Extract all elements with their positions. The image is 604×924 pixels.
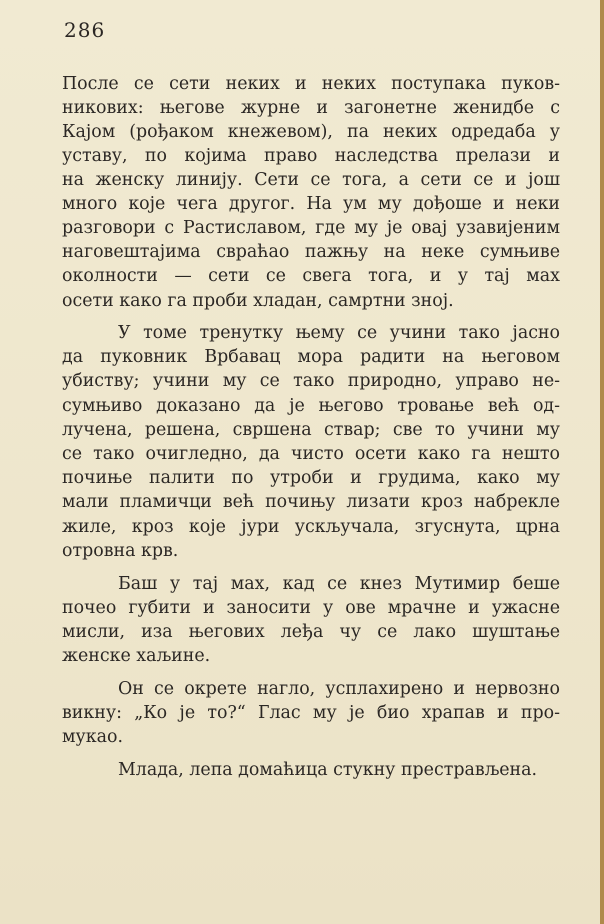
paragraph-1-line-5: на женску линију. Сети се тога, а сети се и још bbox=[62, 170, 560, 190]
paragraph-1-line-7: разговори с Растиславом, где му је овај узавијеним bbox=[62, 218, 560, 238]
paragraph-2-line-3: убиству; учини му се тако природно, управо не- bbox=[62, 371, 560, 391]
paragraph-2-line-9: жиле, кроз које јури ускључала, згуснута, црна bbox=[62, 517, 560, 537]
paragraph-2-line-10: отровна крв. bbox=[62, 541, 179, 561]
page-number: 286 bbox=[64, 18, 106, 42]
page-edge bbox=[600, 0, 604, 924]
paragraph-1-line-2: никових: његове журне и загонетне женидбе с bbox=[62, 98, 560, 118]
paragraph-4-line-2: викну: „Ко је то?“ Глас му је био храпав и про- bbox=[62, 703, 560, 723]
paragraph-3-line-1: Баш у тај мах, кад се кнез Мутимир беше bbox=[118, 574, 560, 594]
paragraph-2-line-2: да пуковник Врбавац мора радити на његовом bbox=[62, 347, 560, 367]
paragraph-4-line-1: Он се окрете нагло, усплахирено и нервозно bbox=[118, 679, 560, 699]
paragraph-3-line-4: женске хаљине. bbox=[62, 646, 211, 666]
paragraph-2-line-6: се тако очигледно, да чисто осети како га нешто bbox=[62, 444, 560, 464]
paragraph-2-line-7: почиње палити по утроби и грудима, како му bbox=[62, 468, 560, 488]
paragraph-3-line-3: мисли, иза његових леђа чу се лако шуштање bbox=[62, 622, 560, 642]
paragraph-2-line-8: мали пламичци већ почињу лизати кроз набрекле bbox=[62, 492, 560, 512]
paragraph-4-line-3: мукао. bbox=[62, 727, 123, 747]
paragraph-2-line-1: У томе тренутку њему се учини тако јасно bbox=[118, 323, 560, 343]
paragraph-1-line-9: околности — сети се свега тога, и у тај мах bbox=[62, 266, 560, 286]
paragraph-5-line-1: Млада, лепа домаћица стукну престрављена. bbox=[118, 760, 538, 780]
paragraph-1-line-6: много које чега другог. На ум му дођоше и неки bbox=[62, 194, 560, 214]
paragraph-3-line-2: почео губити и заносити у ове мрачне и ужасне bbox=[62, 598, 560, 618]
paragraph-2-line-4: сумњиво доказано да је његово тровање већ од- bbox=[62, 396, 560, 416]
paragraph-1-line-10: осети како га проби хладан, самртни зној. bbox=[62, 291, 454, 311]
paragraph-1-line-4: уставу, по којима право наследства прелази и bbox=[62, 146, 560, 166]
paragraph-1-line-3: Кајом (рођаком кнежевом), па неких одредаба у bbox=[62, 122, 560, 142]
paragraph-1-line-8: наговештајима свраћао пажњу на неке сумњиве bbox=[62, 242, 560, 262]
paragraph-1-line-1: После се сети неких и неких поступака пуков- bbox=[62, 74, 560, 94]
paragraph-2-line-5: лучена, решена, свршена ствар; све то учини му bbox=[62, 420, 560, 440]
